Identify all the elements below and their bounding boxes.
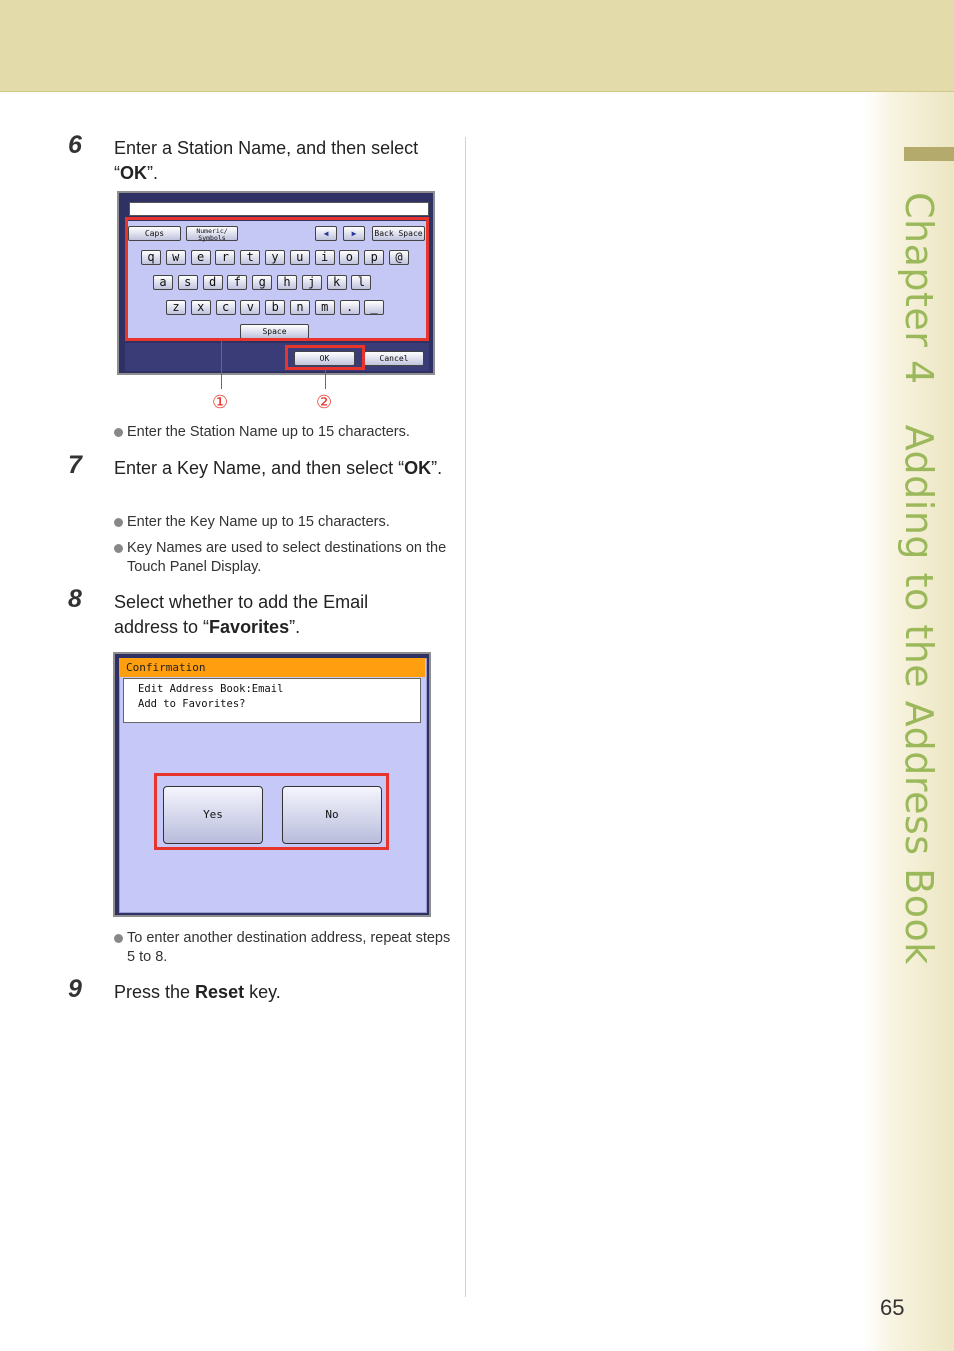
step-text-after: ”.	[147, 163, 158, 183]
letter-key[interactable]: @	[389, 250, 409, 265]
letter-key[interactable]: .	[340, 300, 360, 315]
bullet-icon	[114, 544, 123, 553]
letter-key[interactable]: e	[191, 250, 211, 265]
yes-no-highlight	[154, 773, 389, 850]
letter-key[interactable]: z	[166, 300, 186, 315]
step-number: 6	[68, 131, 82, 159]
chapter-title: Adding to the Address Book	[897, 424, 941, 965]
top-band	[0, 0, 954, 92]
ok-button[interactable]: OK	[294, 351, 355, 366]
space-button[interactable]: Space	[240, 324, 309, 339]
step-text-bold: OK	[120, 163, 147, 183]
underscore-key[interactable]: _	[364, 300, 384, 315]
keyboard-footer	[125, 343, 429, 371]
letter-key[interactable]: j	[302, 275, 322, 290]
note-key-name-limit	[114, 513, 454, 532]
step-text-before: Press the	[114, 982, 196, 1002]
page-number: 65	[880, 1295, 905, 1320]
numeric-label: Numeric/	[196, 227, 228, 235]
confirmation-message	[123, 678, 421, 723]
step-text-before: Enter a Key Name, and then select “	[114, 458, 405, 478]
callout-line-2	[325, 370, 326, 389]
keyboard-highlight	[125, 217, 429, 341]
letter-key[interactable]: p	[364, 250, 384, 265]
letter-key[interactable]: x	[191, 300, 211, 315]
step-text-bold: Reset	[195, 982, 245, 1002]
letter-key[interactable]: b	[265, 300, 285, 315]
yes-button[interactable]: Yes	[163, 786, 263, 844]
station-name-input[interactable]	[129, 202, 429, 216]
confirmation-line-2: Add to Favorites?	[138, 698, 246, 710]
letter-key[interactable]: h	[277, 275, 297, 290]
note-station-name	[114, 423, 454, 442]
letter-key[interactable]: i	[315, 250, 335, 265]
step-text-before: Select whether to add the Email address to “	[114, 592, 369, 637]
step-number: 7	[68, 451, 82, 479]
chapter-label: Chapter 4	[897, 192, 941, 385]
step-text-after: key.	[244, 982, 281, 1002]
note-text: Enter the Station Name up to 15 characters.	[127, 424, 410, 440]
letter-key[interactable]: y	[265, 250, 285, 265]
letter-key[interactable]: d	[203, 275, 223, 290]
note-key-name-usage	[114, 539, 454, 577]
letter-key[interactable]: f	[227, 275, 247, 290]
letter-key[interactable]: r	[215, 250, 235, 265]
step-text-bold: OK	[404, 458, 432, 478]
bullet-icon	[114, 428, 123, 437]
ok-highlight	[285, 345, 365, 370]
step-number: 9	[68, 975, 82, 1003]
symbols-label: Symbols	[198, 233, 226, 242]
letter-key[interactable]: a	[153, 275, 173, 290]
letter-key[interactable]: v	[240, 300, 260, 315]
caps-button[interactable]: Caps	[128, 226, 181, 241]
letter-key[interactable]: n	[290, 300, 310, 315]
cursor-right-button[interactable]: ▶	[343, 226, 365, 241]
no-button[interactable]: No	[282, 786, 382, 844]
step-text-bold: Favorites	[209, 617, 290, 637]
letter-key[interactable]: o	[339, 250, 359, 265]
cursor-left-button[interactable]: ◀	[315, 226, 337, 241]
step-number: 8	[68, 585, 82, 613]
letter-key[interactable]: k	[327, 275, 347, 290]
letter-key[interactable]: w	[166, 250, 186, 265]
confirmation-line-1: Edit Address Book:Email	[138, 683, 284, 695]
step-text	[114, 456, 454, 481]
bullet-icon	[114, 934, 123, 943]
backspace-button[interactable]: Back Space	[372, 226, 425, 241]
note-text: To enter another destination address, repeat steps 5 to 8.	[127, 930, 451, 965]
confirmation-title: Confirmation	[119, 658, 425, 677]
chapter-tab-bar	[904, 147, 954, 161]
note-repeat	[114, 929, 454, 967]
step-text-before: Enter a Station Name, and then select “	[114, 138, 419, 183]
letter-key[interactable]: c	[216, 300, 236, 315]
letter-key[interactable]: l	[351, 275, 371, 290]
letter-key[interactable]: t	[240, 250, 260, 265]
note-text: Key Names are used to select destinations on the Touch Panel Display.	[127, 540, 447, 575]
step-text	[114, 136, 454, 186]
letter-key[interactable]: s	[178, 275, 198, 290]
column-divider	[465, 137, 466, 1297]
callout-1: ①	[212, 392, 229, 413]
step-text	[114, 590, 414, 640]
letter-key[interactable]: g	[252, 275, 272, 290]
letter-key[interactable]: m	[315, 300, 335, 315]
note-text: Enter the Key Name up to 15 characters.	[127, 514, 390, 530]
step-text-after: ”.	[289, 617, 301, 637]
callout-line-1	[221, 341, 222, 389]
letter-key[interactable]: q	[141, 250, 161, 265]
step-text	[114, 980, 454, 1005]
cancel-button[interactable]: Cancel	[364, 351, 424, 366]
step-text-after: ”.	[431, 458, 443, 478]
letter-key[interactable]: u	[290, 250, 310, 265]
chapter-heading	[897, 192, 941, 965]
callout-2: ②	[316, 392, 333, 413]
bullet-icon	[114, 518, 123, 527]
